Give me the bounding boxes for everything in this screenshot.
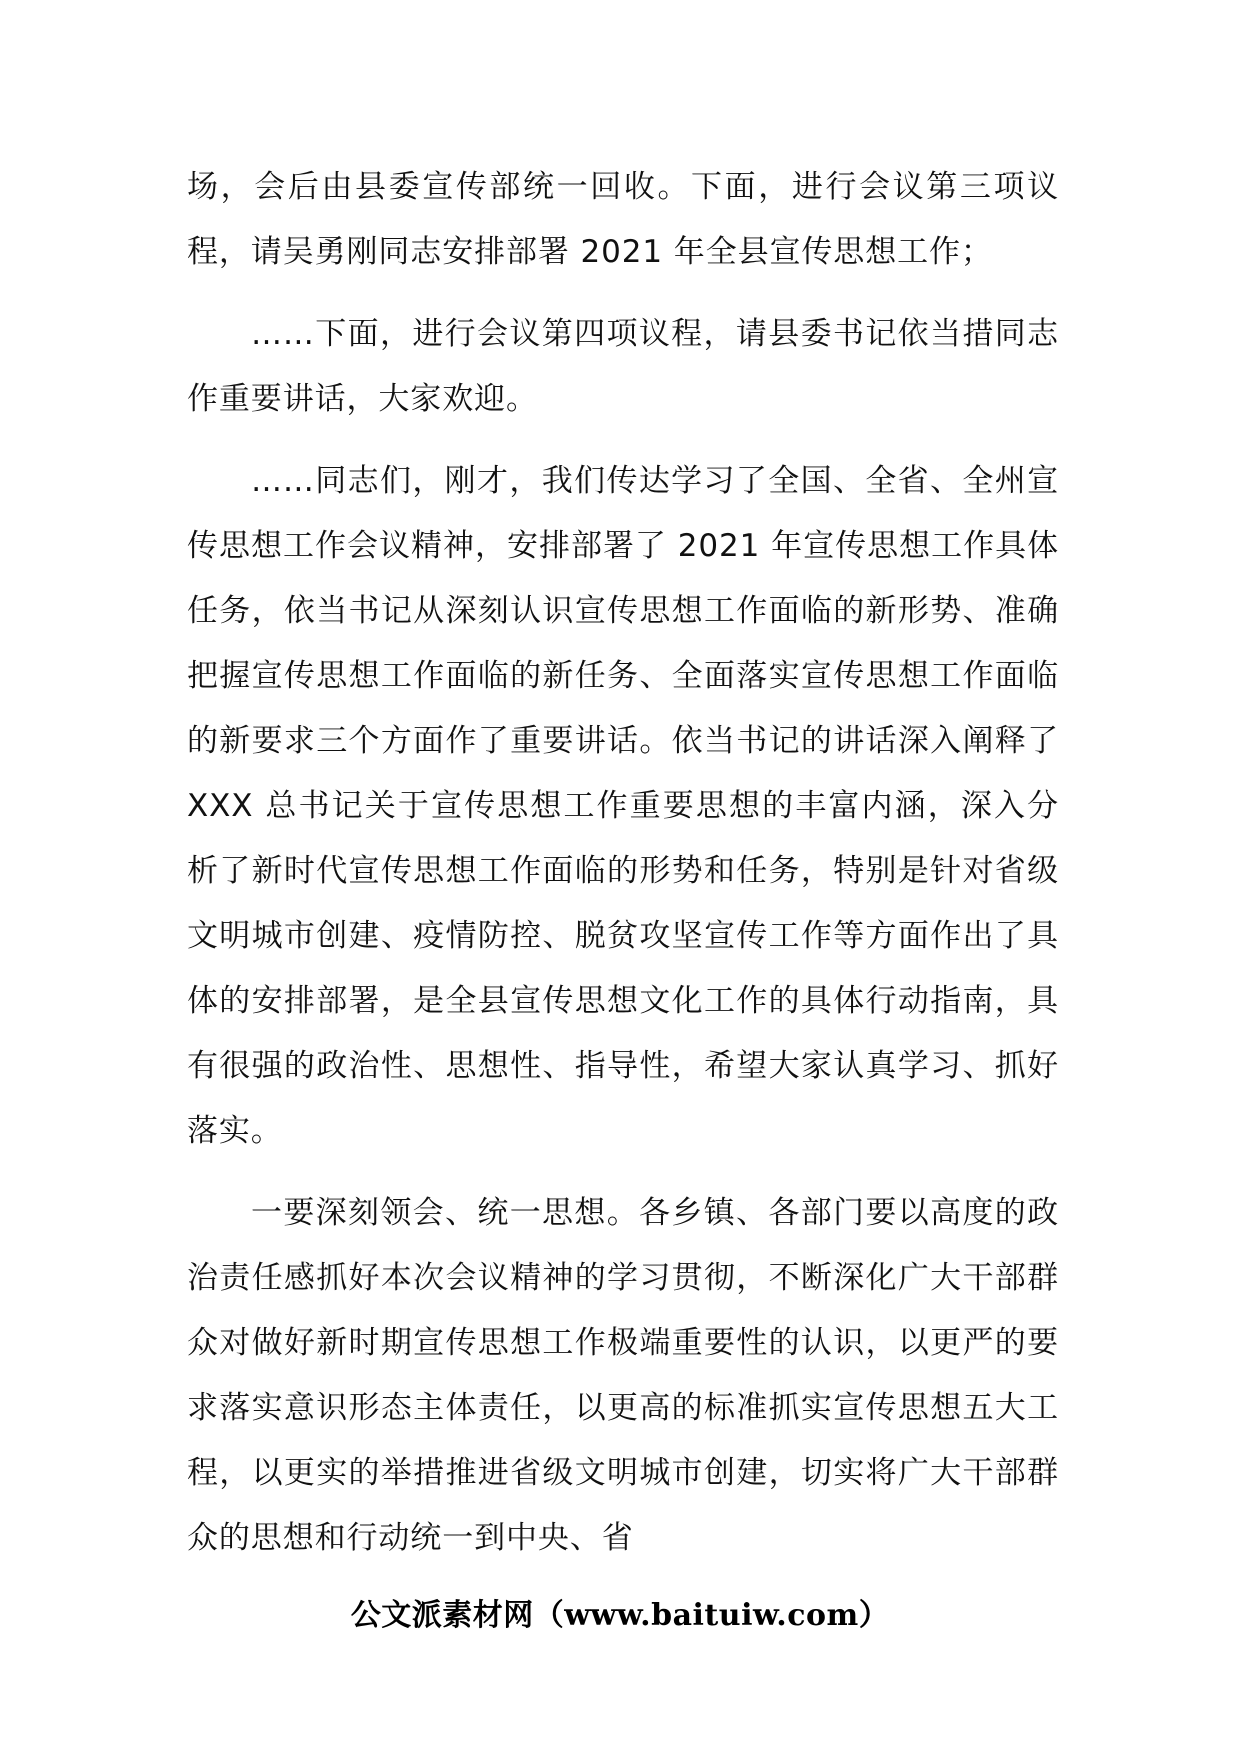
footer-watermark: 公文派素材网（www.baituiw.com） [350, 1598, 890, 1633]
paragraph-fourth-agenda: ……下面，进行会议第四项议程，请县委书记依当措同志作重要讲话，大家欢迎。 [187, 316, 1059, 417]
paragraph-summary: ……同志们，刚才，我们传达学习了全国、全省、全州宣传思想工作会议精神，安排部署了 2021 年宣传思想工作具体任务，依当书记从深刻认识宣传思想工作面临的新形势、准确把握宣传思想工作面临的新任务、全面落实宣传思想工作面临的新要求三个方面作了重要讲话。依当书记的讲话深入阐释了 XXX 总书记关于宣传思想工作重要思想的丰富内涵，深入分析了新时代宣传思想工作面临的形势和任务，特别是针对省级文明城市创建、疫情防控、脱贫攻坚宣传工作等方面作出了具体的安排部署，是全县宣传思想文化工作的具体行动指南，具有很强的政治性、思想性、指导性，希望大家认真学习、抓好落实。 [187, 463, 1059, 1149]
paragraph-continuation: 场，会后由县委宣传部统一回收。下面，进行会议第三项议程，请吴勇刚同志安排部署 2021 年全县宣传思想工作； [187, 169, 1059, 270]
paragraph-point-one: 一要深刻领会、统一思想。各乡镇、各部门要以高度的政治责任感抓好本次会议精神的学习贯彻，不断深化广大干部群众对做好新时期宣传思想工作极端重要性的认识，以更严的要求落实意识形态主体责任，以更高的标准抓实宣传思想五大工程，以更实的举措推进省级文明城市创建，切实将广大干部群众的思想和行动统一到中央、省 [187, 1195, 1059, 1556]
document-body [187, 155, 1059, 1571]
